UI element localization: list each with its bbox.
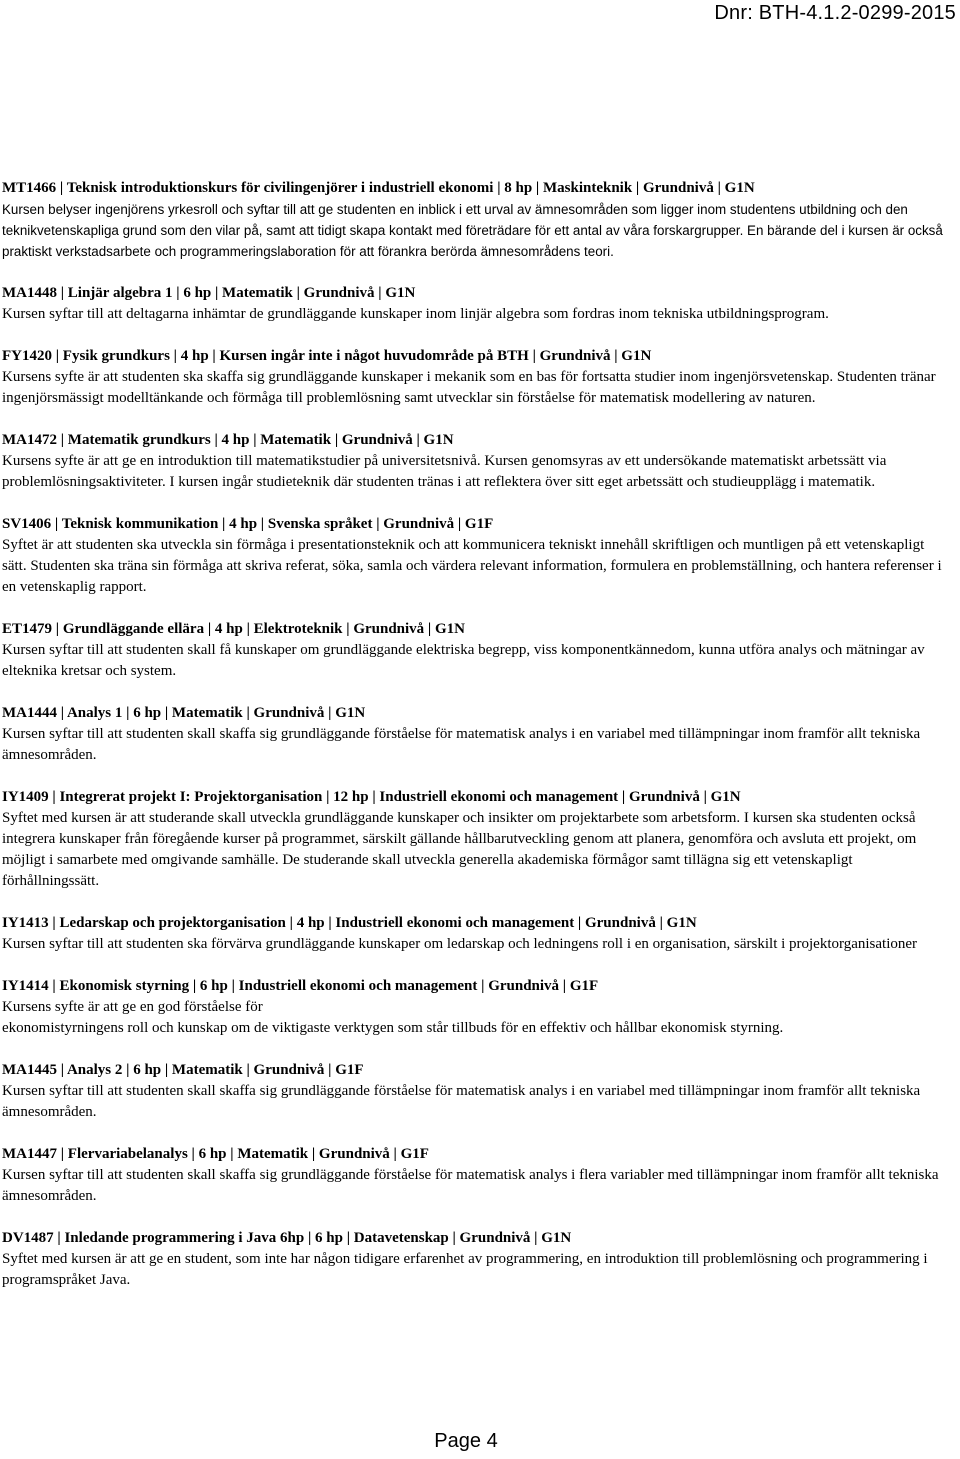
course-entry (2, 787, 952, 892)
page-number: Page 4 (434, 1430, 498, 1452)
course-heading: MA1448 | Linjär algebra 1 | 6 hp | Matematik | Grundnivå | G1N (2, 285, 416, 301)
course-entry (2, 1228, 952, 1291)
course-heading: IY1413 | Ledarskap och projektorganisation | 4 hp | Industriell ekonomi och management | Grundnivå | G1N (2, 915, 697, 931)
course-heading: DV1487 | Inledande programmering i Java 6hp | 6 hp | Datavetenskap | Grundnivå | G1N (2, 1230, 572, 1246)
course-description: Kursen syftar till att studenten skall skaffa sig grundläggande förståelse för matematisk analys i en variabel med tillämpningar inom framför allt tekniska ämnesområden. (2, 726, 921, 763)
course-description: Syftet med kursen är att ge en student, som inte har någon tidigare erfarenhet av programmering, en introduktion till problemlösning och programmering i programspråket Java. (2, 1251, 928, 1288)
course-description: Kursen syftar till att studenten skall få kunskaper om grundläggande elektriska begrepp, viss komponentkännedom, kunna utföra analys och mätningar av elteknika kretsar och system. (2, 642, 925, 679)
course-list (2, 178, 952, 1312)
course-description: Syftet med kursen är att studerande skall utveckla grundläggande kunskaper och insikter om projektarbete som arbetsform. I kursen ska studenten också integrera kunskaper från föregående kurser på programmet, särskilt gällande hållbarutveckling genom att planera, genomföra och avsluta ett projekt, om möjligt i samarbete med omgivande samhälle. De studerande skall utveckla generella akademiska förmågor samt tillägna sig ett vetenskapligt förhållningssätt. (2, 810, 917, 889)
course-entry (2, 976, 952, 1039)
course-entry (2, 703, 952, 766)
course-heading: ET1479 | Grundläggande ellära | 4 hp | Elektroteknik | Grundnivå | G1N (2, 621, 465, 637)
course-entry (2, 913, 952, 955)
course-heading: MA1447 | Flervariabelanalys | 6 hp | Matematik | Grundnivå | G1F (2, 1146, 429, 1162)
course-description: Syftet är att studenten ska utveckla sin förmåga i presentationsteknik och att kommunicera tekniskt innehåll skriftligen och muntligen på ett vetenskapligt sätt. Studenten ska träna sin förmåga att skriva referat, söka, samla och värdera relevant information, formulera en problemställning, och hantera referenser i en vetenskaplig rapport. (2, 537, 942, 595)
course-heading: FY1420 | Fysik grundkurs | 4 hp | Kursen ingår inte i något huvudområde på BTH | Grundnivå | G1N (2, 348, 652, 364)
course-heading: SV1406 | Teknisk kommunikation | 4 hp | Svenska språket | Grundnivå | G1F (2, 516, 494, 532)
course-description: Kursen syftar till att studenten skall skaffa sig grundläggande förståelse för matematisk analys i en variabel med tillämpningar inom framför allt tekniska ämnesområden. (2, 1083, 921, 1120)
course-entry (2, 514, 952, 598)
course-entry (2, 430, 952, 493)
course-heading: MA1472 | Matematik grundkurs | 4 hp | Matematik | Grundnivå | G1N (2, 432, 454, 448)
course-heading: MA1444 | Analys 1 | 6 hp | Matematik | Grundnivå | G1N (2, 705, 366, 721)
course-entry (2, 283, 952, 325)
document-reference-number: Dnr: BTH-4.1.2-0299-2015 (714, 2, 956, 24)
course-entry (2, 178, 952, 262)
course-heading: IY1414 | Ekonomisk styrning | 6 hp | Industriell ekonomi och management | Grundnivå | G1F (2, 978, 599, 994)
course-heading: MT1466 | Teknisk introduktionskurs för civilingenjörer i industriell ekonomi | 8 hp | Maskinteknik | Grundnivå | G1N (2, 180, 755, 196)
course-entry (2, 1060, 952, 1123)
course-description: Kursen syftar till att deltagarna inhämtar de grundläggande kunskaper inom linjär algebra som fordras inom tekniska utbildningsprogram. (2, 306, 829, 322)
course-description: Kursen belyser ingenjörens yrkesroll och syftar till att ge studenten en inblick i ett urval av ämnesområden som ligger inom studentens utbildning och den teknikvetenskapliga grund som den vilar på, samt att tidigt skapa kontakt med företrädare för ett antal av våra forskargrupper. En bärande del i kursen är också praktiskt verkstadsarbete och programmeringslaboration för att förankra berörda ämnesområdens teori. (2, 202, 943, 259)
course-entry (2, 346, 952, 409)
course-entry (2, 619, 952, 682)
course-description: Kursens syfte är att ge en introduktion till matematikstudier på universitetsnivå. Kursen genomsyras av ett undersökande matematiskt arbetssätt via problemlösningsaktiviteter. I kursen ingår studieteknik där studenten tränas i att reflektera över sitt eget arbetssätt och studieupplägg i matematik. (2, 453, 887, 490)
course-description: Kursen syftar till att studenten skall skaffa sig grundläggande förståelse för matematisk analys i flera variabler med tillämpningar inom framför allt tekniska ämnesområden. (2, 1167, 939, 1204)
course-description: Kursens syfte är att studenten ska skaffa sig grundläggande kunskaper i mekanik som en bas för fortsatta studier inom ingenjörsvetenskap. Studenten tränar ingenjörsmässigt modelltänkande och förmåga till problemlösning samt utvecklar sin förståelse för matematisk modellering av naturen. (2, 369, 936, 406)
course-entry (2, 1144, 952, 1207)
course-description: Kursens syfte är att ge en god förståelse för ekonomistyrningens roll och kunskap om de viktigaste verktygen som står tillbuds för en effektiv och hållbar ekonomisk styrning. (2, 999, 784, 1036)
course-description: Kursen syftar till att studenten ska förvärva grundläggande kunskaper om ledarskap och ledningens roll i en organisation, särskilt i projektorganisationer (2, 936, 918, 952)
course-heading: IY1409 | Integrerat projekt I: Projektorganisation | 12 hp | Industriell ekonomi och management | Grundnivå | G1N (2, 789, 741, 805)
course-heading: MA1445 | Analys 2 | 6 hp | Matematik | Grundnivå | G1F (2, 1062, 364, 1078)
